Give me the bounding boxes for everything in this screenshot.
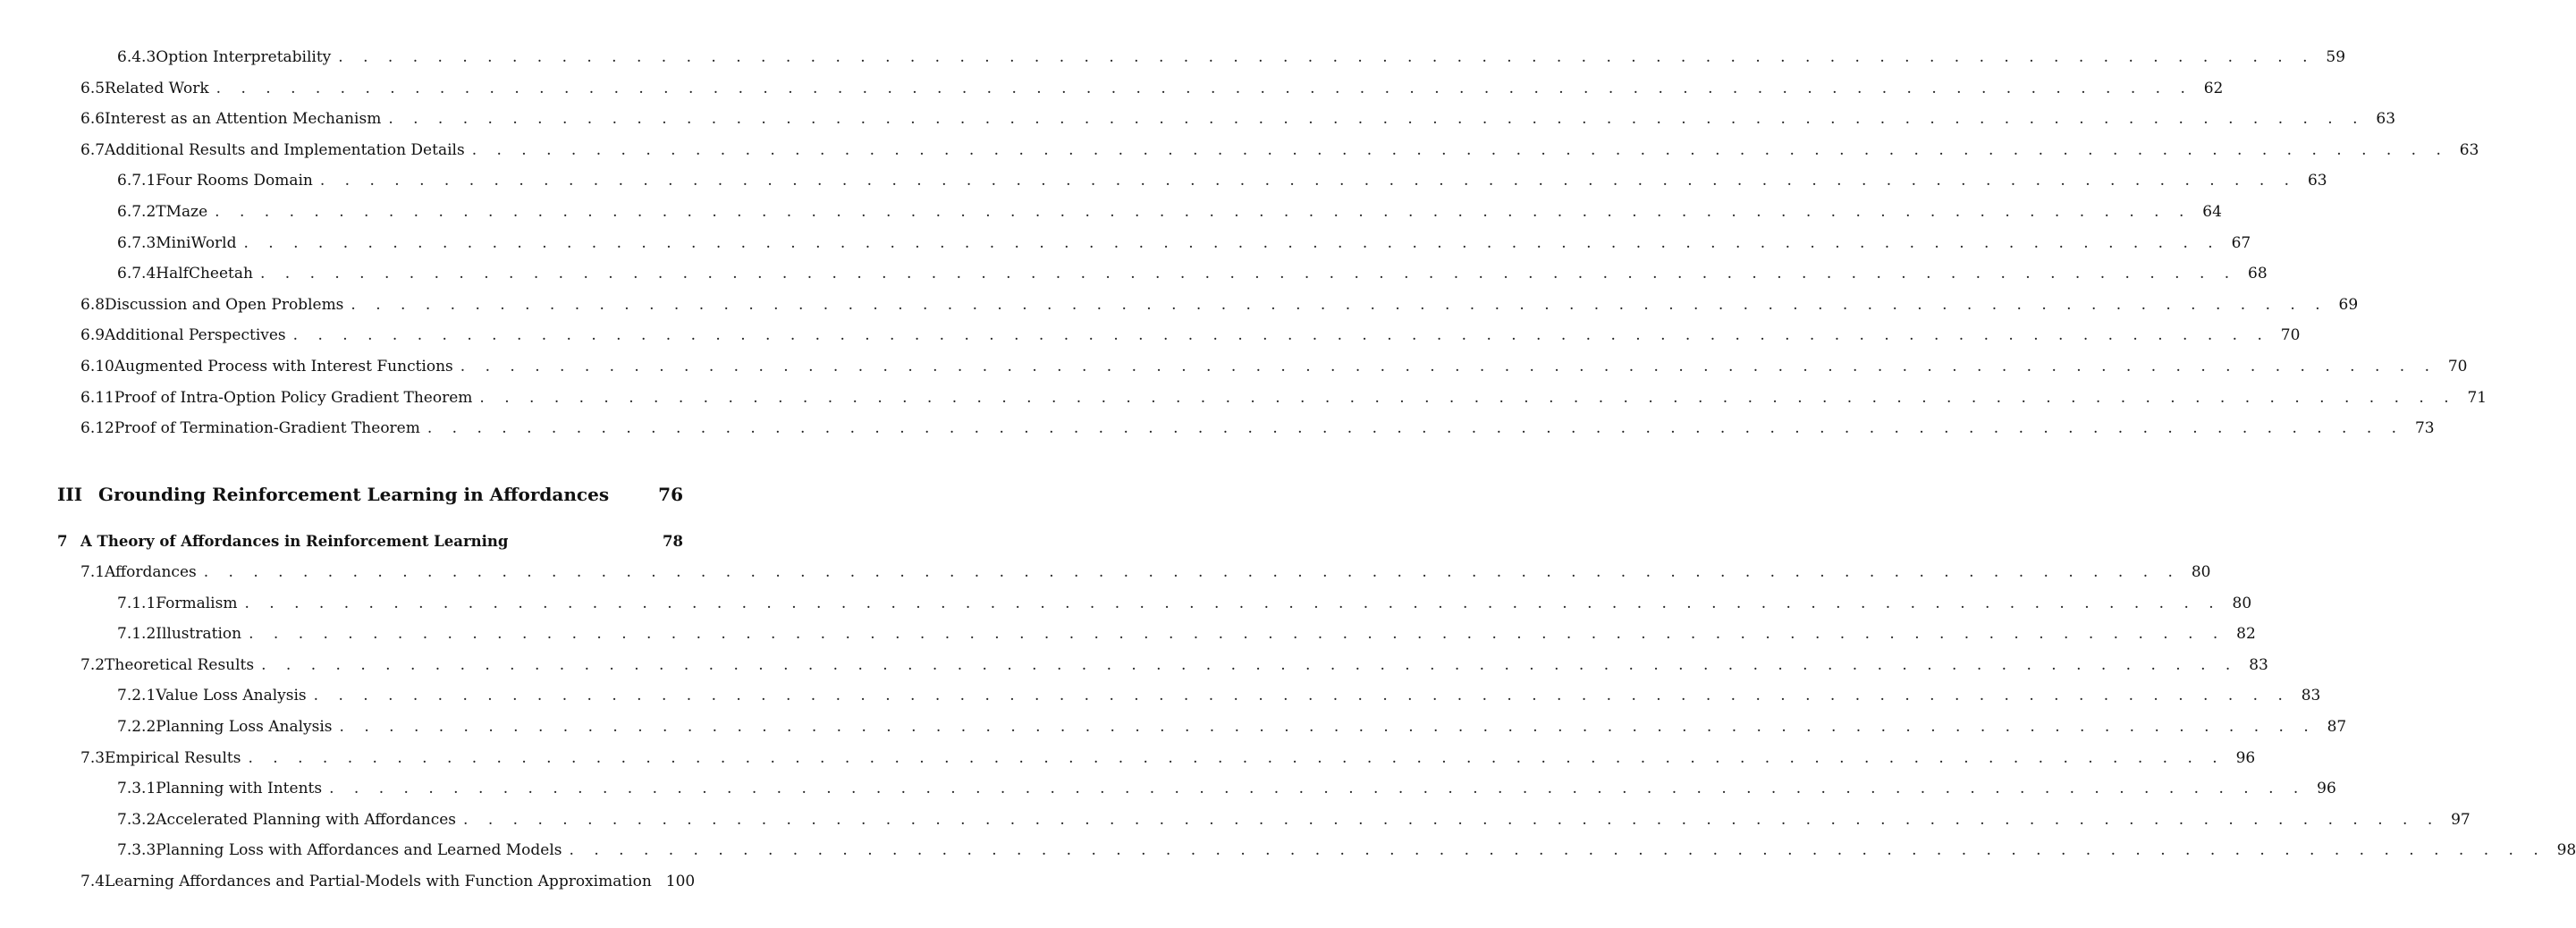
toc-entry-number: 6.6 (80, 110, 106, 129)
toc-entry[interactable] (80, 559, 2211, 586)
toc-entry-page-number: 98 (2556, 841, 2576, 860)
toc-entry-page-number: 67 (2231, 233, 2251, 252)
toc-entry-title: Learning Affordances and Partial-Models with Function Approximation (105, 873, 652, 890)
toc-entry-number: 6.9 (80, 326, 106, 345)
toc-entry-title: Formalism (156, 594, 238, 612)
toc-entry[interactable] (117, 806, 2470, 833)
toc-entry-number: 6.7.2 (117, 203, 156, 221)
toc-entry-number: 6.7.1 (117, 172, 156, 190)
toc-entry[interactable] (80, 868, 696, 895)
toc-entry[interactable] (117, 620, 2256, 647)
part-page-number: 76 (658, 484, 683, 505)
toc-entry-number: 7.2.1 (117, 687, 156, 705)
toc-entry[interactable] (80, 415, 2435, 442)
toc-entry-title: Planning Loss with Affordances and Learned Models (156, 841, 562, 860)
toc-entry-title: MiniWorld (156, 233, 237, 252)
dot-leader: . . . . . . . . . . . . . . . . . . . . . . . . . . . . . . . . . . . . . . . . . . . . . . . . . . . . . . . . . . . . . . . . . . . . . . . . . . . . . . . . (479, 388, 2457, 407)
dot-leader: . . . . . . . . . . . . . . . . . . . . . . . . . . . . . . . . . . . . . . . . . . . . . . . . . . . . . . . . . . . . . . . . . . . . . . . . . . . . . . . . (215, 203, 2192, 221)
toc-entry-page-number: 63 (2376, 110, 2396, 129)
toc-entry[interactable] (80, 322, 2301, 349)
part-number: III (57, 484, 83, 505)
toc-entry-title: Proof of Intra-Option Policy Gradient Theorem (114, 388, 473, 407)
toc-entry-number: 7.4 (80, 873, 106, 890)
toc-entry-title: Related Work (105, 79, 209, 97)
dot-leader: . . . . . . . . . . . . . . . . . . . . . . . . . . . . . . . . . . . . . . . . . . . . . . . . . . . . . . . . . . . . . . . . . . . . . . . . . . . . . . . . (463, 810, 2440, 829)
toc-entry[interactable] (117, 713, 2347, 740)
toc-entry-number: 7.3.3 (117, 841, 156, 860)
toc-entry-title: Proof of Termination-Gradient Theorem (114, 419, 420, 438)
dot-leader: . . . . . . . . . . . . . . . . . . . . . . . . . . . . . . . . . . . . . . . . . . . . . . . . . . . . . . . . . . . . . . . . . . . . . . . . . . . . . . . . (569, 841, 2546, 860)
toc-entry[interactable] (117, 230, 2251, 257)
toc-entry-number: 7.1.2 (117, 625, 156, 644)
toc-entry[interactable] (80, 75, 2224, 102)
toc-entry-number: 7.1 (80, 563, 106, 581)
toc-entry-number: 7.2 (80, 655, 106, 674)
toc-entry-page-number: 63 (2307, 172, 2327, 190)
toc-entry-page-number: 68 (2248, 265, 2268, 283)
toc-entry-title: Value Loss Analysis (156, 687, 307, 705)
toc-entry-number: 6.11 (80, 388, 114, 407)
toc-entry[interactable] (117, 260, 2268, 287)
toc-entry-number: 6.5 (80, 79, 106, 97)
part-title: Grounding Reinforcement Learning in Affordances (98, 484, 610, 505)
toc-entry-page-number: 80 (2232, 594, 2252, 612)
toc-entry-title: Illustration (156, 625, 242, 644)
toc-entry[interactable] (117, 167, 2327, 194)
toc-entry-page-number: 64 (2202, 203, 2222, 221)
toc-entry-title: Additional Perspectives (105, 326, 286, 345)
dot-leader: . . . . . . . . . . . . . . . . . . . . . . . . . . . . . . . . . . . . . . . . . . . . . . . . . . . . . . . . . . . . . . . . . . . . . . . . . . . . . . . . (244, 594, 2222, 612)
toc-entry-title: TMaze (156, 203, 208, 221)
dot-leader: . . . . . . . . . . . . . . . . . . . . . . . . . . . . . . . . . . . . . . . . . . . . . . . . . . . . . . . . . . . . . . . . . . . . . . . . . . . . . . . . (249, 625, 2225, 644)
toc-entry-page-number: 73 (2414, 419, 2435, 438)
toc-entry-number: 6.4.3 (117, 48, 156, 66)
toc-entry-number: 6.7 (80, 140, 106, 159)
chapter-number: 7 (57, 533, 68, 550)
dot-leader: . . . . . . . . . . . . . . . . . . . . . . . . . . . . . . . . . . . . . . . . . . . . . . . . . . . . . . . . . . . . . . . . . . . . . . . . . . . . . . . . (243, 233, 2221, 252)
toc-entry-page-number: 70 (2447, 358, 2468, 375)
toc-entry[interactable] (117, 198, 2222, 225)
toc-entry-number: 6.10 (80, 358, 114, 375)
toc-entry[interactable] (117, 44, 2346, 71)
toc-entry[interactable] (117, 837, 2576, 864)
dot-leader: . . . . . . . . . . . . . . . . . . . . . . . . . . . . . . . . . . . . . . . . . . . . . . . . . . . . . . . . . . . . . . . . . . . . . . . . . . . . . . . . (292, 326, 2270, 345)
toc-entry[interactable] (80, 291, 2359, 318)
chapter-title: A Theory of Affordances in Reinforcement Learning (80, 533, 509, 550)
dot-leader: . . . . . . . . . . . . . . . . . . . . . . . . . . . . . . . . . . . . . . . . . . . . . . . . . . . . . . . . . . . . . . . . . . . . . . . . . . . . . . . . (203, 563, 2181, 581)
toc-entry-title: Additional Results and Implementation Details (105, 140, 465, 159)
toc-entry-page-number: 96 (2235, 748, 2256, 767)
dot-leader: . . . . . . . . . . . . . . . . . . . . . . . . . . . . . . . . . . . . . . . . . . . . . . . . . . . . . . . . . . . . . . . . . . . . . . . . . . . . . . . . (471, 140, 2449, 159)
toc-entry-page-number: 59 (2326, 48, 2346, 66)
toc-entry-number: 7.3.1 (117, 780, 156, 798)
toc-entry-number: 6.12 (80, 419, 114, 438)
toc-entry[interactable] (80, 137, 2479, 164)
toc-entry[interactable] (80, 353, 2468, 380)
dot-leader: . . . . . . . . . . . . . . . . . . . . . . . . . . . . . . . . . . . . . . . . . . . . . . . . . . . . . . . . . . . . . . . . . . . . . . . . . . . . . . . . (259, 265, 2237, 283)
dot-leader: . . . . . . . . . . . . . . . . . . . . . . . . . . . . . . . . . . . . . . . . . . . . . . . . . . . . . . . . . . . . . . . . . . . . . . . . . . . . . . . . (427, 419, 2404, 438)
toc-entry-title: Option Interpretability (156, 48, 332, 66)
toc-chapter-heading[interactable] (57, 528, 683, 555)
dot-leader: . . . . . . . . . . . . . . . . . . . . . . . . . . . . . . . . . . . . . . . . . . . . . . . . . . . . . . . . . . . . . . . . . . . . . . . . . . . . . . . . (388, 110, 2366, 129)
toc-entry-page-number: 87 (2327, 718, 2347, 736)
toc-entry-page-number: 62 (2203, 79, 2224, 97)
toc-part-heading[interactable] (57, 480, 683, 509)
dot-leader: . . . . . . . . . . . . . . . . . . . . . . . . . . . . . . . . . . . . . . . . . . . . . . . . . . . . . . . . . . . . . . . . . . . . . . . . . . . . . . . . (339, 718, 2317, 736)
toc-entry-page-number: 96 (2317, 780, 2336, 798)
toc-entry-number: 7.3.2 (117, 810, 156, 829)
dot-leader: . . . . . . . . . . . . . . . . . . . . . . . . . . . . . . . . . . . . . . . . . . . . . . . . . . . . . . . . . . . . . . . . . . . . . . . . . . . . . . . . (313, 687, 2291, 705)
dot-leader: . . . . . . . . . . . . . . . . . . . . . . . . . . . . . . . . . . . . . . . . . . . . . . . . . . . . . . . . . . . . . . . . . . . . . . . . . . . . . . . . (319, 172, 2297, 190)
toc-entry-number: 7.3 (80, 748, 106, 767)
toc-entry[interactable] (80, 105, 2396, 132)
toc-entry-title: Affordances (105, 563, 197, 581)
toc-entry-number: 6.7.3 (117, 233, 156, 252)
toc-entry-number: 7.1.1 (117, 594, 156, 612)
dot-leader: . . . . . . . . . . . . . . . . . . . . . . . . . . . . . . . . . . . . . . . . . . . . . . . . . . . . . . . . . . . . . . . . . . . . . . . . . . . . . . . . (460, 358, 2437, 375)
chapter-page-number: 78 (663, 533, 683, 550)
dot-leader: . . . . . . . . . . . . . . . . . . . . . . . . . . . . . . . . . . . . . . . . . . . . . . . . . . . . . . . . . . . . . . . . . . . . . . . . . . . . . . . . (215, 79, 2193, 97)
toc-entry-title: Theoretical Results (105, 655, 255, 674)
toc-entry-title: Accelerated Planning with Affordances (156, 810, 457, 829)
toc-entry-page-number: 83 (2249, 655, 2268, 674)
toc-entry-page-number: 97 (2451, 810, 2470, 829)
toc-entry-title: Empirical Results (105, 748, 241, 767)
toc-entry-page-number: 80 (2191, 563, 2211, 581)
toc-entry[interactable] (80, 384, 2487, 411)
toc-entry-title: Planning with Intents (156, 780, 323, 798)
toc-entry-title: Discussion and Open Problems (105, 295, 344, 314)
dot-leader: . . . . . . . . . . . . . . . . . . . . . . . . . . . . . . . . . . . . . . . . . . . . . . . . . . . . . . . . . . . . . . . . . . . . . . . . . . . . . . . . (329, 780, 2306, 798)
toc-entry[interactable] (80, 652, 2268, 679)
toc-entry-page-number: 70 (2280, 326, 2301, 345)
toc-entry-page-number: 71 (2467, 388, 2487, 407)
toc-entry[interactable] (80, 745, 2256, 772)
toc-entry[interactable] (117, 590, 2252, 617)
toc-entry-title: HalfCheetah (156, 265, 253, 283)
dot-leader: . . . . . . . . . . . . . . . . . . . . . . . . . . . . . . . . . . . . . . . . . . . . . . . . . . . . . . . . . . . . . . . . . . . . . . . . . . . . . . . . (338, 48, 2316, 66)
toc-entry-page-number: 100 (665, 873, 696, 890)
toc-entry-title: Planning Loss Analysis (156, 718, 333, 736)
toc-entry-page-number: 82 (2236, 625, 2256, 644)
toc-entry-title: Augmented Process with Interest Functions (114, 358, 453, 375)
toc-entry-page-number: 63 (2459, 140, 2479, 159)
dot-leader: . . . . . . . . . . . . . . . . . . . . . . . . . . . . . . . . . . . . . . . . . . . . . . . . . . . . . . . . . . . . . . . . . . . . . . . . . . . . . . . . (261, 655, 2238, 674)
toc-entry-page-number: 69 (2338, 295, 2359, 314)
toc-entry-page-number: 83 (2301, 687, 2321, 705)
toc-entry-title: Interest as an Attention Mechanism (105, 110, 382, 129)
dot-leader: . . . . . . . . . . . . . . . . . . . . . . . . . . . . . . . . . . . . . . . . . . . . . . . . . . . . . . . . . . . . . . . . . . . . . . . . . . . . . . . . (351, 295, 2328, 314)
toc-entry-number: 6.7.4 (117, 265, 156, 283)
dot-leader: . . . . . . . . . . . . . . . . . . . . . . . . . . . . . . . . . . . . . . . . . . . . . . . . . . . . . . . . . . . . . . . . . . . . . . . . . . . . . . . . (248, 748, 2225, 767)
toc-entry-number: 7.2.2 (117, 718, 156, 736)
toc-entry[interactable] (117, 775, 2336, 802)
toc-entry[interactable] (117, 682, 2321, 709)
toc-entry-title: Four Rooms Domain (156, 172, 313, 190)
toc-entry-number: 6.8 (80, 295, 106, 314)
